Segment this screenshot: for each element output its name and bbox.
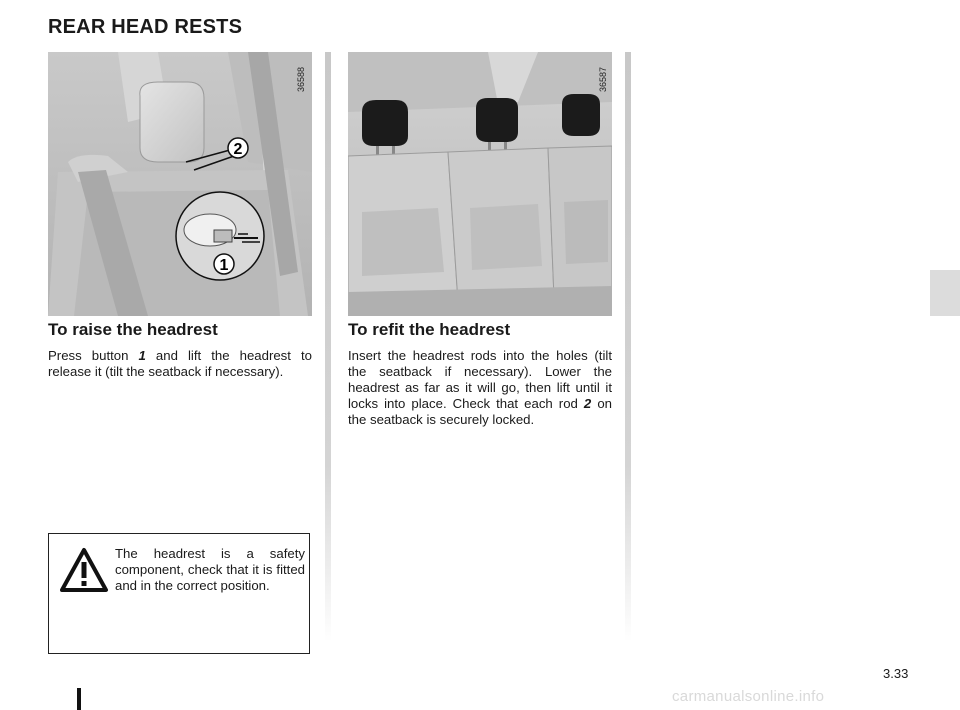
figure-number-left: 36588 <box>296 66 306 92</box>
paragraph-refit-headrest: Insert the headrest rods into the holes (tilt the seatback if necessary). Lower the headrest as far as it will go, then lift until it locks into place. Check that each rod 2 on the seatback is securely locked. <box>348 348 612 427</box>
paragraph-raise-headrest: Press button 1 and lift the headrest to release it (tilt the seatback if necessary). <box>48 348 312 379</box>
heading-refit-headrest: To refit the headrest <box>348 320 511 339</box>
ref-button-1: 1 <box>138 348 146 363</box>
column-divider-right <box>625 52 631 642</box>
page-title: REAR HEAD RESTS <box>48 16 243 38</box>
ref-rod-2: 2 <box>583 396 592 411</box>
warning-triangle-icon <box>59 546 109 596</box>
warning-text: The headrest is a safety component, check that it is fitted and in the correct position. <box>115 546 305 593</box>
callout-1: 1 <box>219 257 229 274</box>
watermark: carmanualsonline.info <box>672 688 825 705</box>
page-number: 3.33 <box>883 666 909 681</box>
column-divider-left <box>325 52 331 642</box>
callout-2: 2 <box>233 141 243 158</box>
crop-mark <box>77 688 81 710</box>
illustration-headrest-button <box>48 52 312 316</box>
heading-raise-headrest: To raise the headrest <box>48 320 218 339</box>
warning-box <box>48 533 310 654</box>
illustration-rear-bench <box>348 52 612 316</box>
chapter-tab <box>930 270 960 316</box>
figure-number-right: 36587 <box>598 66 608 92</box>
